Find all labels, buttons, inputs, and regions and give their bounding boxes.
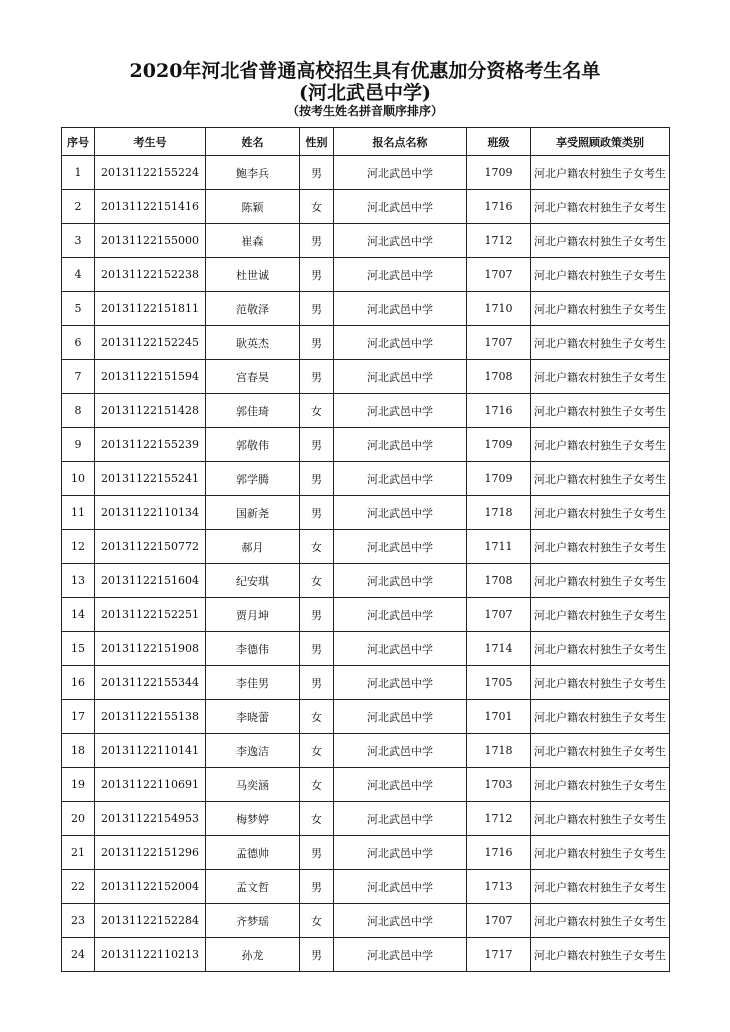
cell-class: 1716	[467, 190, 531, 224]
cell-policy: 河北户籍农村独生子女考生	[531, 530, 670, 564]
cell-policy: 河北户籍农村独生子女考生	[531, 190, 670, 224]
cell-class: 1716	[467, 836, 531, 870]
table-row	[62, 462, 670, 496]
cell-index: 20	[62, 802, 95, 836]
cell-class: 1710	[467, 292, 531, 326]
cell-gender: 男	[300, 428, 334, 462]
cell-school: 河北武邑中学	[334, 530, 467, 564]
cell-policy: 河北户籍农村独生子女考生	[531, 598, 670, 632]
cell-school: 河北武邑中学	[334, 428, 467, 462]
cell-policy: 河北户籍农村独生子女考生	[531, 326, 670, 360]
cell-gender: 女	[300, 700, 334, 734]
cell-school: 河北武邑中学	[334, 156, 467, 190]
cell-policy: 河北户籍农村独生子女考生	[531, 360, 670, 394]
cell-school: 河北武邑中学	[334, 224, 467, 258]
table-row	[62, 224, 670, 258]
cell-exam-number: 20131122155239	[95, 428, 206, 462]
cell-exam-number: 20131122110141	[95, 734, 206, 768]
cell-exam-number: 20131122155344	[95, 666, 206, 700]
cell-exam-number: 20131122151604	[95, 564, 206, 598]
cell-school: 河北武邑中学	[334, 258, 467, 292]
cell-name: 孙龙	[206, 938, 300, 972]
cell-index: 21	[62, 836, 95, 870]
cell-school: 河北武邑中学	[334, 700, 467, 734]
cell-index: 7	[62, 360, 95, 394]
cell-name: 郭敬伟	[206, 428, 300, 462]
cell-exam-number: 20131122152245	[95, 326, 206, 360]
cell-class: 1718	[467, 734, 531, 768]
cell-class: 1711	[467, 530, 531, 564]
cell-policy: 河北户籍农村独生子女考生	[531, 292, 670, 326]
cell-gender: 男	[300, 598, 334, 632]
cell-gender: 女	[300, 530, 334, 564]
cell-school: 河北武邑中学	[334, 666, 467, 700]
cell-index: 13	[62, 564, 95, 598]
cell-school: 河北武邑中学	[334, 768, 467, 802]
cell-name: 李德伟	[206, 632, 300, 666]
cell-class: 1717	[467, 938, 531, 972]
cell-school: 河北武邑中学	[334, 564, 467, 598]
cell-gender: 男	[300, 836, 334, 870]
cell-index: 19	[62, 768, 95, 802]
cell-exam-number: 20131122150772	[95, 530, 206, 564]
table-row	[62, 870, 670, 904]
cell-index: 9	[62, 428, 95, 462]
cell-index: 3	[62, 224, 95, 258]
cell-class: 1709	[467, 462, 531, 496]
header-col-policy: 享受照顾政策类别	[531, 128, 670, 156]
cell-gender: 女	[300, 394, 334, 428]
cell-index: 18	[62, 734, 95, 768]
cell-gender: 男	[300, 496, 334, 530]
table-row	[62, 598, 670, 632]
cell-gender: 男	[300, 632, 334, 666]
header-col-school: 报名点名称	[334, 128, 467, 156]
cell-index: 11	[62, 496, 95, 530]
cell-name: 崔森	[206, 224, 300, 258]
cell-name: 李晓蕾	[206, 700, 300, 734]
cell-index: 6	[62, 326, 95, 360]
cell-gender: 女	[300, 904, 334, 938]
cell-policy: 河北户籍农村独生子女考生	[531, 734, 670, 768]
cell-school: 河北武邑中学	[334, 904, 467, 938]
cell-name: 李逸洁	[206, 734, 300, 768]
cell-exam-number: 20131122152251	[95, 598, 206, 632]
cell-index: 1	[62, 156, 95, 190]
cell-index: 22	[62, 870, 95, 904]
table-row	[62, 394, 670, 428]
header-col-gender: 性别	[300, 128, 334, 156]
cell-gender: 女	[300, 768, 334, 802]
cell-policy: 河北户籍农村独生子女考生	[531, 768, 670, 802]
cell-exam-number: 20131122151908	[95, 632, 206, 666]
cell-gender: 男	[300, 156, 334, 190]
cell-policy: 河北户籍农村独生子女考生	[531, 904, 670, 938]
sort-note: （按考生姓名拼音顺序排序）	[286, 104, 443, 118]
cell-gender: 男	[300, 224, 334, 258]
cell-class: 1716	[467, 394, 531, 428]
cell-school: 河北武邑中学	[334, 326, 467, 360]
cell-policy: 河北户籍农村独生子女考生	[531, 870, 670, 904]
page-title: 2020年河北省普通高校招生具有优惠加分资格考生名单	[129, 60, 601, 82]
cell-gender: 男	[300, 292, 334, 326]
cell-policy: 河北户籍农村独生子女考生	[531, 462, 670, 496]
cell-name: 郭学腾	[206, 462, 300, 496]
cell-index: 17	[62, 700, 95, 734]
cell-index: 12	[62, 530, 95, 564]
cell-gender: 男	[300, 870, 334, 904]
cell-gender: 男	[300, 360, 334, 394]
cell-name: 齐梦瑶	[206, 904, 300, 938]
header-col-exam-number: 考生号	[95, 128, 206, 156]
cell-index: 4	[62, 258, 95, 292]
cell-gender: 女	[300, 564, 334, 598]
cell-class: 1703	[467, 768, 531, 802]
cell-school: 河北武邑中学	[334, 632, 467, 666]
cell-index: 23	[62, 904, 95, 938]
table-body	[62, 156, 670, 972]
cell-exam-number: 20131122110213	[95, 938, 206, 972]
cell-class: 1701	[467, 700, 531, 734]
cell-name: 鲍李兵	[206, 156, 300, 190]
cell-class: 1712	[467, 224, 531, 258]
cell-name: 孟德帅	[206, 836, 300, 870]
cell-school: 河北武邑中学	[334, 598, 467, 632]
cell-class: 1709	[467, 156, 531, 190]
header-col-index: 序号	[62, 128, 95, 156]
cell-index: 8	[62, 394, 95, 428]
cell-class: 1705	[467, 666, 531, 700]
cell-gender: 男	[300, 326, 334, 360]
cell-policy: 河北户籍农村独生子女考生	[531, 836, 670, 870]
table-row	[62, 904, 670, 938]
table-row	[62, 836, 670, 870]
table-row	[62, 326, 670, 360]
cell-exam-number: 20131122151811	[95, 292, 206, 326]
cell-gender: 男	[300, 666, 334, 700]
cell-policy: 河北户籍农村独生子女考生	[531, 700, 670, 734]
cell-name: 宫春昊	[206, 360, 300, 394]
cell-exam-number: 20131122152238	[95, 258, 206, 292]
cell-name: 范敬泽	[206, 292, 300, 326]
cell-policy: 河北户籍农村独生子女考生	[531, 802, 670, 836]
cell-class: 1707	[467, 904, 531, 938]
cell-policy: 河北户籍农村独生子女考生	[531, 428, 670, 462]
cell-exam-number: 20131122155000	[95, 224, 206, 258]
cell-index: 10	[62, 462, 95, 496]
cell-class: 1709	[467, 428, 531, 462]
cell-exam-number: 20131122154953	[95, 802, 206, 836]
cell-name: 国新尧	[206, 496, 300, 530]
cell-school: 河北武邑中学	[334, 734, 467, 768]
header-col-class: 班级	[467, 128, 531, 156]
cell-policy: 河北户籍农村独生子女考生	[531, 666, 670, 700]
table-row	[62, 700, 670, 734]
cell-class: 1712	[467, 802, 531, 836]
table-row	[62, 632, 670, 666]
table-row	[62, 666, 670, 700]
cell-name: 贾月坤	[206, 598, 300, 632]
cell-gender: 女	[300, 802, 334, 836]
cell-class: 1707	[467, 326, 531, 360]
cell-policy: 河北户籍农村独生子女考生	[531, 224, 670, 258]
cell-policy: 河北户籍农村独生子女考生	[531, 156, 670, 190]
cell-index: 2	[62, 190, 95, 224]
cell-exam-number: 20131122110691	[95, 768, 206, 802]
table-row	[62, 428, 670, 462]
cell-name: 耿英杰	[206, 326, 300, 360]
cell-name: 陈颖	[206, 190, 300, 224]
cell-index: 14	[62, 598, 95, 632]
cell-gender: 女	[300, 190, 334, 224]
cell-school: 河北武邑中学	[334, 496, 467, 530]
cell-class: 1708	[467, 564, 531, 598]
cell-policy: 河北户籍农村独生子女考生	[531, 394, 670, 428]
cell-exam-number: 20131122155224	[95, 156, 206, 190]
cell-school: 河北武邑中学	[334, 836, 467, 870]
cell-class: 1707	[467, 258, 531, 292]
cell-policy: 河北户籍农村独生子女考生	[531, 496, 670, 530]
table-header	[62, 128, 670, 156]
cell-school: 河北武邑中学	[334, 394, 467, 428]
table-row	[62, 768, 670, 802]
cell-school: 河北武邑中学	[334, 938, 467, 972]
cell-policy: 河北户籍农村独生子女考生	[531, 258, 670, 292]
cell-name: 孟文哲	[206, 870, 300, 904]
table-row	[62, 190, 670, 224]
cell-exam-number: 20131122155138	[95, 700, 206, 734]
cell-policy: 河北户籍农村独生子女考生	[531, 632, 670, 666]
cell-exam-number: 20131122151296	[95, 836, 206, 870]
cell-school: 河北武邑中学	[334, 292, 467, 326]
table-row	[62, 292, 670, 326]
cell-gender: 男	[300, 258, 334, 292]
cell-class: 1713	[467, 870, 531, 904]
table-row	[62, 530, 670, 564]
roster-table	[61, 127, 670, 972]
cell-index: 15	[62, 632, 95, 666]
cell-gender: 女	[300, 734, 334, 768]
cell-index: 16	[62, 666, 95, 700]
cell-gender: 男	[300, 462, 334, 496]
header-row	[62, 128, 670, 156]
table-row	[62, 360, 670, 394]
table-row	[62, 938, 670, 972]
cell-name: 郝月	[206, 530, 300, 564]
cell-school: 河北武邑中学	[334, 462, 467, 496]
cell-exam-number: 20131122110134	[95, 496, 206, 530]
cell-school: 河北武邑中学	[334, 870, 467, 904]
cell-index: 5	[62, 292, 95, 326]
cell-name: 纪安琪	[206, 564, 300, 598]
cell-exam-number: 20131122152284	[95, 904, 206, 938]
cell-class: 1707	[467, 598, 531, 632]
cell-exam-number: 20131122151428	[95, 394, 206, 428]
table-row	[62, 496, 670, 530]
cell-gender: 男	[300, 938, 334, 972]
cell-name: 梅梦婷	[206, 802, 300, 836]
cell-name: 马奕涵	[206, 768, 300, 802]
cell-school: 河北武邑中学	[334, 802, 467, 836]
cell-name: 郭佳琦	[206, 394, 300, 428]
cell-name: 李佳男	[206, 666, 300, 700]
table-row	[62, 156, 670, 190]
cell-exam-number: 20131122155241	[95, 462, 206, 496]
cell-class: 1714	[467, 632, 531, 666]
cell-exam-number: 20131122152004	[95, 870, 206, 904]
table-row	[62, 258, 670, 292]
cell-name: 杜世诚	[206, 258, 300, 292]
cell-school: 河北武邑中学	[334, 190, 467, 224]
table-row	[62, 734, 670, 768]
cell-school: 河北武邑中学	[334, 360, 467, 394]
table-row	[62, 564, 670, 598]
cell-class: 1708	[467, 360, 531, 394]
cell-class: 1718	[467, 496, 531, 530]
header-col-name: 姓名	[206, 128, 300, 156]
cell-exam-number: 20131122151416	[95, 190, 206, 224]
cell-policy: 河北户籍农村独生子女考生	[531, 938, 670, 972]
cell-index: 24	[62, 938, 95, 972]
table-row	[62, 802, 670, 836]
cell-exam-number: 20131122151594	[95, 360, 206, 394]
cell-policy: 河北户籍农村独生子女考生	[531, 564, 670, 598]
page-subtitle: (河北武邑中学)	[299, 82, 431, 104]
